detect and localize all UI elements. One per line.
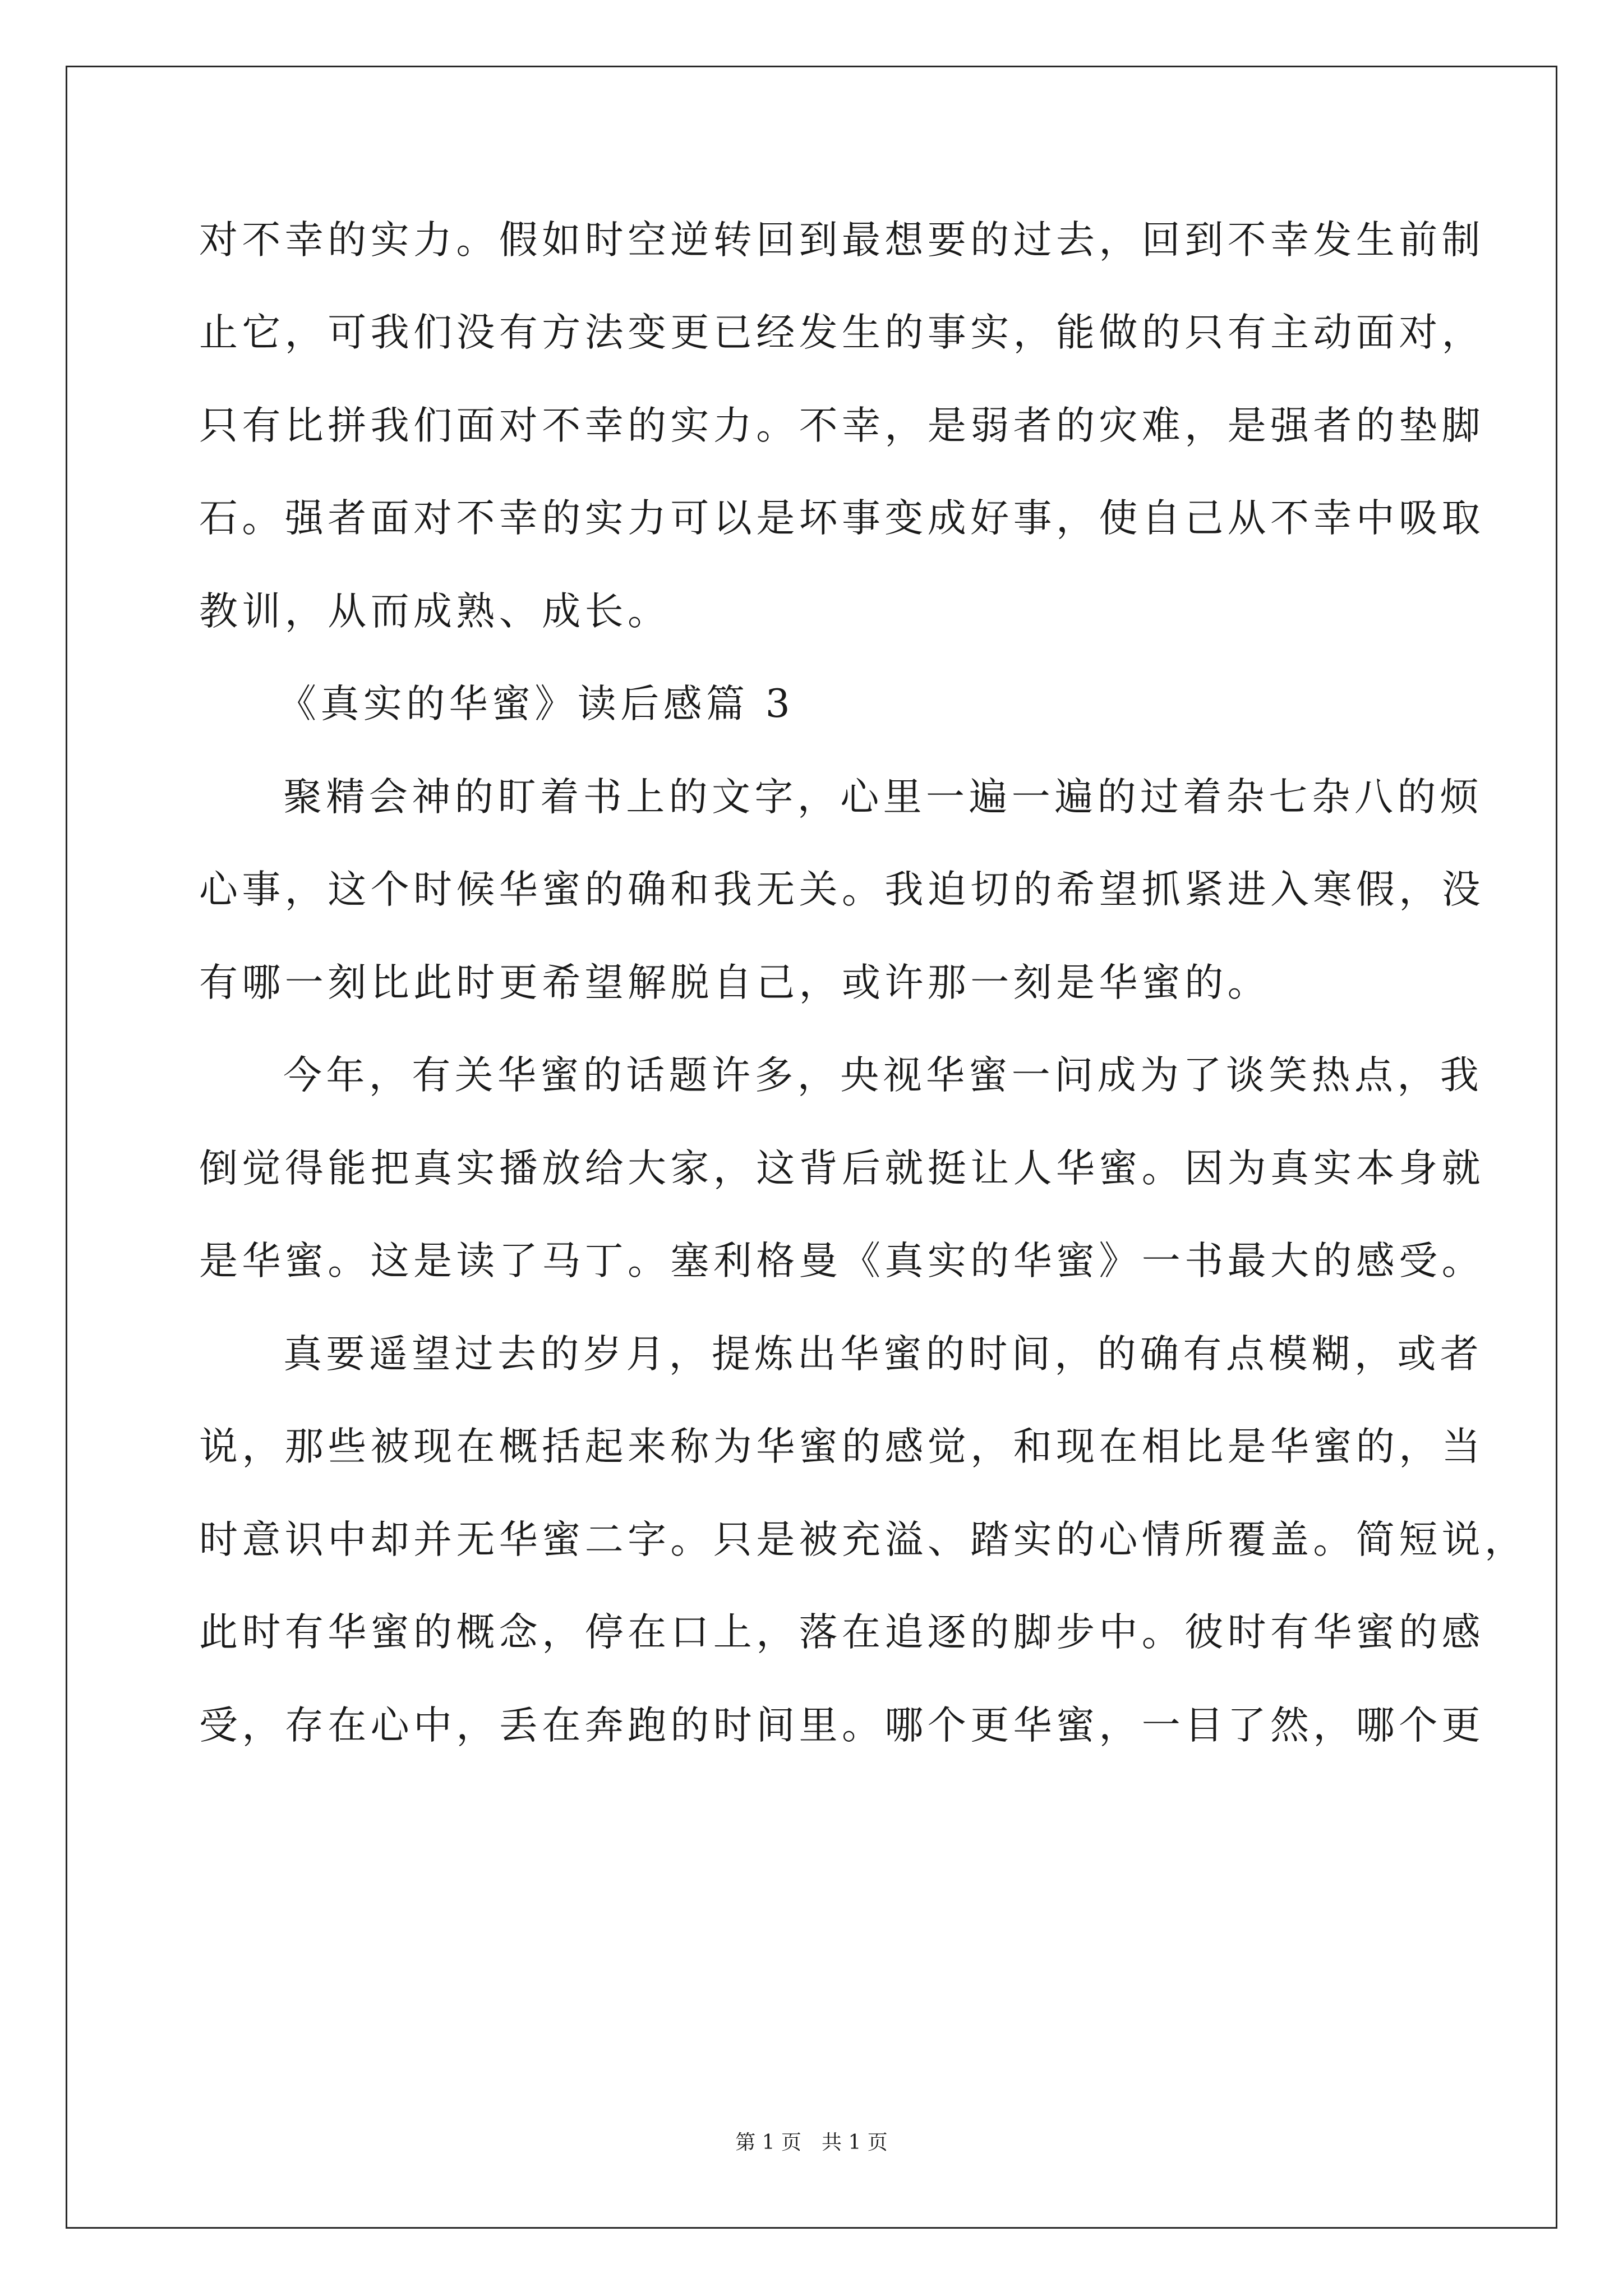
text-line: 今年，有关华蜜的话题许多，央视华蜜一问成为了谈笑热点，我	[283, 1053, 1483, 1098]
text-line: 真要遥望过去的岁月，提炼出华蜜的时间，的确有点模糊，或者	[283, 1332, 1483, 1377]
text-line: 聚精会神的盯着书上的文字，心里一遍一遍的过着杂七杂八的烦	[283, 775, 1483, 820]
page-number: 第 1 页 共 1 页	[735, 2131, 888, 2154]
text-line: 受，存在心中，丢在奔跑的时间里。哪个更华蜜，一目了然，哪个更	[199, 1703, 1484, 1748]
page-footer	[0, 2129, 1623, 2157]
text-line: 是华蜜。这是读了马丁。塞利格曼《真实的华蜜》一书最大的感受。	[199, 1239, 1484, 1283]
text-line: 教训，从而成熟、成长。	[199, 589, 671, 634]
text-line: 说，那些被现在概括起来称为华蜜的感觉，和现在相比是华蜜的，当	[199, 1424, 1484, 1469]
text-line: 对不幸的实力。假如时空逆转回到最想要的过去，回到不幸发生前制	[199, 218, 1484, 263]
text-line: 时意识中却并无华蜜二字。只是被充溢、踏实的心情所覆盖。简短说，	[199, 1517, 1528, 1562]
text-line: 止它，可我们没有方法变更已经发生的事实，能做的只有主动面对，	[199, 310, 1484, 355]
text-line: 石。强者面对不幸的实力可以是坏事变成好事，使自己从不幸中吸取	[199, 496, 1484, 541]
text-line: 此时有华蜜的概念，停在口上，落在追逐的脚步中。彼时有华蜜的感	[199, 1610, 1484, 1655]
text-line: 倒觉得能把真实播放给大家，这背后就挺让人华蜜。因为真实本身就	[199, 1146, 1484, 1191]
text-line: 心事，这个时候华蜜的确和我无关。我迫切的希望抓紧进入寒假，没	[199, 867, 1484, 912]
section-heading: 《真实的华蜜》读后感篇 3	[278, 682, 795, 726]
text-line: 有哪一刻比此时更希望解脱自己，或许那一刻是华蜜的。	[199, 960, 1270, 1005]
text-line: 只有比拼我们面对不幸的实力。不幸，是弱者的灾难，是强者的垫脚	[199, 403, 1484, 448]
